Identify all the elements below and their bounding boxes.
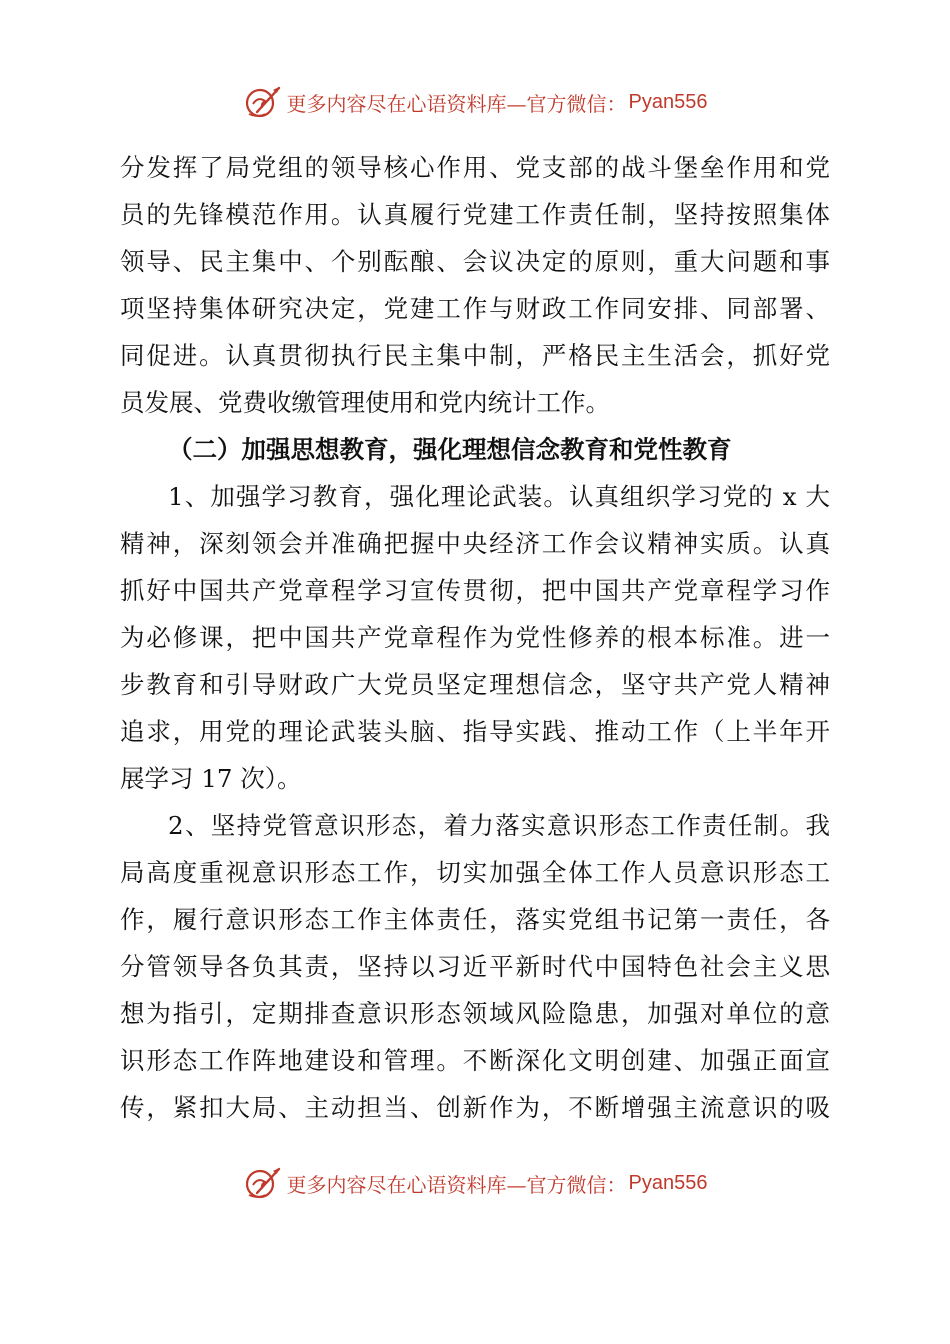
paragraph-line: 员的先锋模范作用。认真履行党建工作责任制，坚持按照集体: [120, 200, 830, 229]
paragraph-line: 展学习 17 次）。: [120, 764, 302, 793]
paragraph-line: 员发展、党费收缴管理使用和党内统计工作。: [120, 388, 610, 417]
banner-text: 更多内容尽在心语资料库—官方微信：: [286, 1172, 627, 1197]
paragraph-line: 领导、民主集中、个别酝酿、会议决定的原则，重大问题和事: [120, 247, 830, 276]
banner-wechat-id: Pyan556: [628, 90, 708, 113]
quill-pen-logo-icon: [243, 82, 283, 122]
paragraph-line: 为必修课，把中国共产党章程作为党性修养的根本标准。进一: [120, 623, 830, 652]
paragraph-line: 同促进。认真贯彻执行民主集中制，严格民主生活会，抓好党: [120, 341, 830, 370]
paragraph-line: 项坚持集体研究决定，党建工作与财政工作同安排、同部署、: [120, 294, 830, 323]
footer-watermark-banner: [0, 1163, 950, 1203]
header-watermark-banner: [0, 82, 950, 122]
paragraph-line: 传，紧扣大局、主动担当、创新作为，不断增强主流意识的吸: [120, 1093, 830, 1122]
document-body: [120, 144, 830, 1131]
paragraph-line: 分管领导各负其责，坚持以习近平新时代中国特色社会主义思: [120, 952, 830, 981]
paragraph-line: 1、加强学习教育，强化理论武装。认真组织学习党的 x 大: [168, 482, 830, 511]
paragraph-line: 2、坚持党管意识形态，着力落实意识形态工作责任制。我: [168, 811, 830, 840]
paragraph-line: 局高度重视意识形态工作，切实加强全体工作人员意识形态工: [120, 858, 830, 887]
paragraph-line: 精神，深刻领会并准确把握中央经济工作会议精神实质。认真: [120, 529, 830, 558]
banner-wechat-id: Pyan556: [628, 1171, 708, 1194]
section-heading: （二）加强思想教育，强化理想信念教育和党性教育: [168, 435, 732, 464]
quill-pen-logo-icon: [243, 1163, 283, 1203]
paragraph-line: 追求，用党的理论武装头脑、指导实践、推动工作（上半年开: [120, 717, 830, 746]
paragraph-line: 识形态工作阵地建设和管理。不断深化文明创建、加强正面宣: [120, 1046, 830, 1075]
paragraph-line: 步教育和引导财政广大党员坚定理想信念，坚守共产党人精神: [120, 670, 830, 699]
paragraph-line: 作，履行意识形态工作主体责任，落实党组书记第一责任，各: [120, 905, 830, 934]
banner-text: 更多内容尽在心语资料库—官方微信：: [286, 91, 627, 116]
paragraph-line: 分发挥了局党组的领导核心作用、党支部的战斗堡垒作用和党: [120, 153, 830, 182]
paragraph-line: 想为指引，定期排查意识形态领域风险隐患，加强对单位的意: [120, 999, 830, 1028]
paragraph-line: 抓好中国共产党章程学习宣传贯彻，把中国共产党章程学习作: [120, 576, 830, 605]
